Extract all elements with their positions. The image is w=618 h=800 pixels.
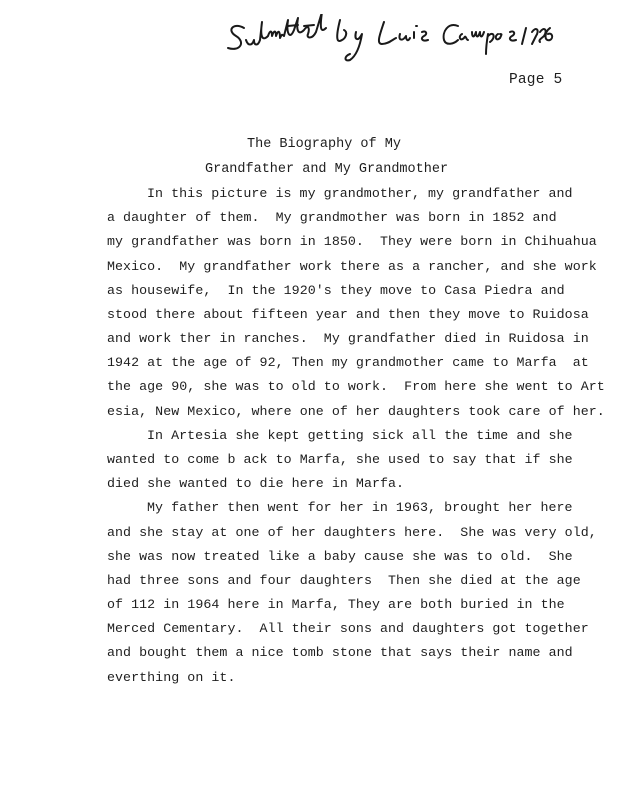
document-title-line-1: The Biography of My <box>247 137 401 152</box>
text-line: In this picture is my grandmother, my grandfather and <box>147 186 573 201</box>
text-line: and work ther in ranches. My grandfather died in Ruidosa in <box>107 331 589 346</box>
text-line: she was now treated like a baby cause she was to old. She <box>107 549 573 564</box>
signature-scrawl <box>222 14 562 64</box>
text-line: had three sons and four daughters Then she died at the age <box>107 573 581 588</box>
text-line: died she wanted to die here in Marfa. <box>107 476 405 491</box>
text-line: of 112 in 1964 here in Marfa, They are both buried in the <box>107 597 565 612</box>
text-line: everthing on it. <box>107 670 236 685</box>
text-line: as housewife, In the 1920's they move to Casa Piedra and <box>107 283 565 298</box>
handwritten-signature <box>222 14 562 64</box>
text-line: esia, New Mexico, where one of her daughters took care of her. <box>107 404 605 419</box>
text-line: My father then went for her in 1963, brought her here <box>147 500 573 515</box>
text-line: and she stay at one of her daughters here. She was very old, <box>107 525 597 540</box>
page-number: Page 5 <box>509 72 563 88</box>
text-line: stood there about fifteen year and then they move to Ruidosa <box>107 307 589 322</box>
text-line: Merced Cementary. All their sons and daughters got together <box>107 621 589 636</box>
text-line: my grandfather was born in 1850. They were born in Chihuahua <box>107 234 597 249</box>
text-line: the age 90, she was to old to work. From here she went to Art <box>107 379 605 394</box>
text-line: a daughter of them. My grandmother was born in 1852 and <box>107 210 557 225</box>
text-line: and bought them a nice tomb stone that says their name and <box>107 645 573 660</box>
text-line: In Artesia she kept getting sick all the time and she <box>147 428 573 443</box>
text-line: wanted to come b ack to Marfa, she used to say that if she <box>107 452 573 467</box>
text-line: Mexico. My grandfather work there as a rancher, and she work <box>107 259 597 274</box>
text-line: 1942 at the age of 92, Then my grandmother came to Marfa at <box>107 355 589 370</box>
document-title-line-2: Grandfather and My Grandmother <box>205 162 449 177</box>
